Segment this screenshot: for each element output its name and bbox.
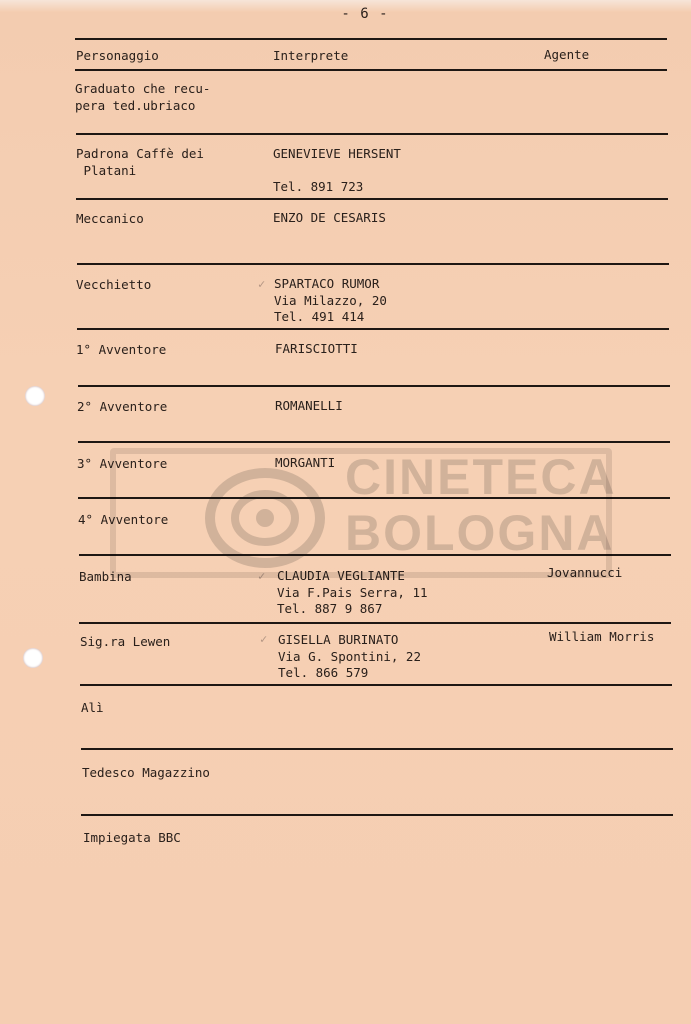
header-character: Personaggio — [76, 48, 159, 63]
header-actor: Interprete — [273, 48, 349, 63]
row-divider — [81, 814, 673, 816]
row-divider — [76, 133, 668, 135]
row-agent: Jovannucci — [547, 565, 623, 580]
row-character: 4° Avventore — [78, 512, 169, 527]
punch-hole — [23, 648, 43, 668]
row-actor: SPARTACO RUMOR Via Milazzo, 20 Tel. 491 414 — [274, 276, 387, 324]
row-character: 2° Avventore — [77, 399, 168, 414]
header-agent: Agente — [544, 47, 590, 62]
row-character: 3° Avventore — [77, 456, 168, 471]
row-actor: GISELLA BURINATO Via G. Spontini, 22 Tel. 866 579 — [278, 632, 421, 680]
row-character: Bambina — [79, 569, 132, 584]
row-actor: CLAUDIA VEGLIANTE Via F.Pais Serra, 11 Tel. 887 9 867 — [277, 568, 428, 616]
row-divider — [78, 385, 670, 387]
row-actor: GENEVIEVE HERSENT Tel. 891 723 — [273, 146, 401, 194]
page-number: - 6 - — [341, 6, 389, 22]
rule-top — [75, 38, 667, 40]
row-character: Alì — [81, 700, 104, 715]
row-character: Meccanico — [76, 211, 144, 226]
row-character: Impiegata BBC — [83, 830, 181, 845]
row-actor: FARISCIOTTI — [275, 341, 358, 356]
row-divider — [81, 748, 673, 750]
check-mark: ✓ — [258, 569, 266, 583]
rule-header — [75, 69, 667, 71]
row-actor: MORGANTI — [275, 455, 336, 470]
row-actor: ROMANELLI — [275, 398, 343, 413]
punch-hole — [25, 386, 45, 406]
row-character: Graduato che recu- pera ted.ubriaco — [75, 81, 211, 113]
row-character: Vecchietto — [76, 277, 152, 292]
row-divider — [80, 684, 672, 686]
row-divider — [78, 441, 670, 443]
row-divider — [76, 198, 668, 200]
row-character: Padrona Caffè dei Platani — [76, 146, 204, 178]
row-character: 1° Avventore — [76, 342, 167, 357]
row-agent: William Morris — [549, 629, 655, 644]
row-divider — [79, 622, 671, 624]
row-divider — [77, 263, 669, 265]
row-character: Sig.ra Lewen — [80, 634, 171, 649]
row-actor: ENZO DE CESARIS — [273, 210, 386, 225]
watermark-frame — [110, 448, 612, 578]
check-mark: ✓ — [260, 632, 268, 646]
row-character: Tedesco Magazzino — [82, 765, 210, 780]
check-mark: ✓ — [258, 277, 266, 291]
row-divider — [77, 328, 669, 330]
